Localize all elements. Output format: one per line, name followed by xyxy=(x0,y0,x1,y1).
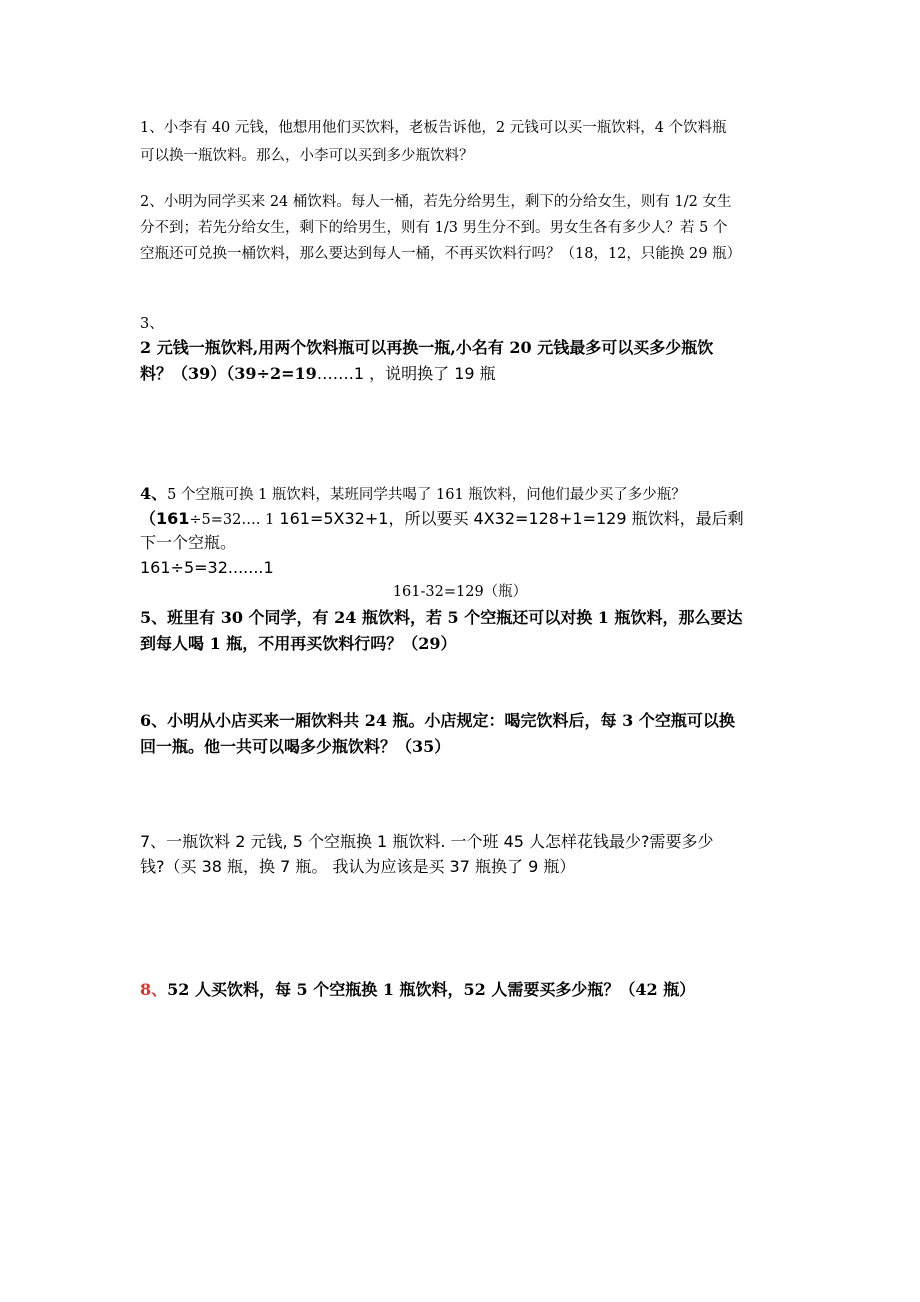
q4-line-2-bold: （161 xyxy=(140,509,190,528)
q3-number: 3、 xyxy=(140,316,164,332)
q7-line-1: 7、一瓶饮料 2 元钱, 5 个空瓶换 1 瓶饮料. 一个班 45 人怎样花钱最少?需要多少 xyxy=(140,832,714,851)
q7-line-2: 钱?（买 38 瓶，换 7 瓶。 我认为应该是买 37 瓶换了 9 瓶） xyxy=(140,857,576,876)
q5-line-2: 到每人喝 1 瓶，不用再买饮料行吗？（29） xyxy=(140,634,457,653)
q3-line-2-tail: …….1 ，说明换了 19 瓶 xyxy=(316,364,496,383)
q1-line-1: 1、小李有 40 元钱，他想用他们买饮料，老板告诉他，2 元钱可以买一瓶饮料，4 个饮料瓶 xyxy=(140,120,727,136)
q3-line-2 xyxy=(140,364,496,385)
q4-line-1 xyxy=(140,484,686,505)
q4-number: 4、 xyxy=(140,484,168,503)
q4-line-4: 161÷5=32.......1 xyxy=(140,558,274,577)
q3-line-2-bold: 料？（39）（39÷2=19 xyxy=(140,364,317,383)
q2-line-1: 2、小明为同学买来 24 桶饮料。每人一桶，若先分给男生，剩下的分给女生，则有 1/2 女生 xyxy=(140,194,732,210)
q8-number: 8、 xyxy=(140,980,168,999)
q8-text: 52 人买饮料，每 5 个空瓶换 1 瓶饮料，52 人需要买多少瓶？（42 瓶） xyxy=(167,980,696,999)
q4-line-2-calc: ÷5=32…. 1 xyxy=(189,512,275,528)
q2-line-3: 空瓶还可兑换一桶饮料，那么要达到每人一桶，不再买饮料行吗？（18，12，只能换 29 瓶） xyxy=(140,246,742,262)
q2-line-2: 分不到；若先分给女生，剩下的给男生，则有 1/3 男生分不到。男女生各有多少人？若 5 个 xyxy=(140,220,728,236)
q1-line-2: 可以换一瓶饮料。那么，小李可以买到多少瓶饮料？ xyxy=(140,148,474,164)
q6-line-1: 6、小明从小店买来一厢饮料共 24 瓶。小店规定：喝完饮料后，每 3 个空瓶可以换 xyxy=(140,711,735,730)
q4-line-5: 161-32=129（瓶） xyxy=(392,584,528,600)
q3-line-1: 2 元钱一瓶饮料,用两个饮料瓶可以再换一瓶,小名有 20 元钱最多可以买多少瓶饮 xyxy=(140,338,714,357)
q8-line xyxy=(140,980,695,1001)
q4-text: 5 个空瓶可换 1 瓶饮料，某班同学共喝了 161 瓶饮料，问他们最少买了多少瓶？ xyxy=(167,487,686,503)
q4-line-3: 下一个空瓶。 xyxy=(140,533,237,552)
q5-line-1: 5、班里有 30 个同学，有 24 瓶饮料，若 5 个空瓶还可以对换 1 瓶饮料，那么要达 xyxy=(140,608,743,627)
q4-line-2 xyxy=(140,509,744,530)
q6-line-2: 回一瓶。他一共可以喝多少瓶饮料？（35） xyxy=(140,737,451,756)
q4-line-2-tail: 161=5X32+1，所以要买 4X32=128+1=129 瓶饮料，最后剩 xyxy=(274,509,744,528)
